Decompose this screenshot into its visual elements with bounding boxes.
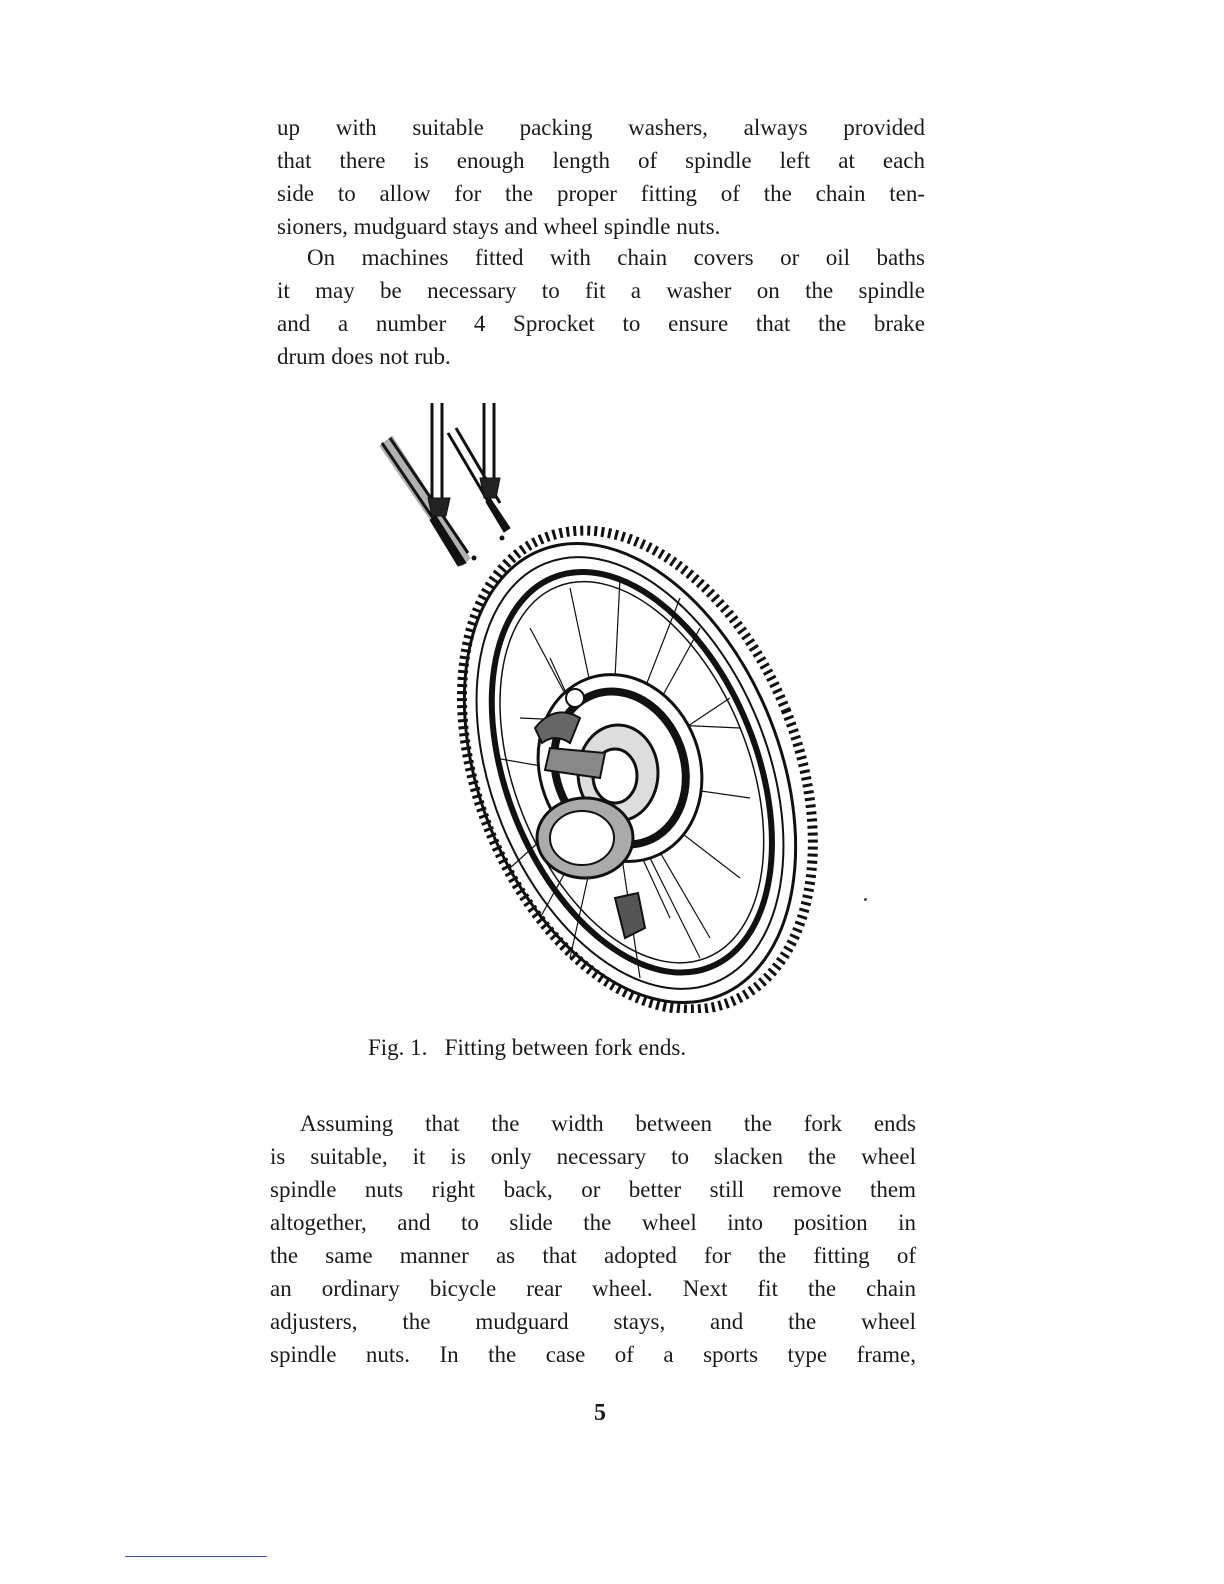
text-line: it may be necessary to fit a washer on the spindle: [277, 278, 925, 303]
text-line: drum does not rub.: [277, 344, 451, 369]
text-line: up with suitable packing washers, always provided: [277, 115, 925, 140]
paragraph-chain-covers: [277, 241, 925, 373]
text-line: is suitable, it is only necessary to slacken the wheel: [270, 1144, 916, 1169]
page-number: 5: [594, 1400, 606, 1426]
paragraph-continuation: [277, 111, 925, 243]
text-line: spindle nuts. In the case of a sports type frame,: [270, 1342, 916, 1367]
scan-speck: [864, 898, 867, 901]
text-line: and a number 4 Sprocket to ensure that the brake: [277, 311, 925, 336]
wheel-illustration-svg: [370, 398, 820, 1013]
text-line: the same manner as that adopted for the fitting of: [270, 1243, 916, 1268]
hub-brake-drum-drawing: [512, 651, 727, 938]
text-line: that there is enough length of spindle left at each: [277, 148, 925, 173]
figure-caption: Fig. 1. Fitting between fork ends.: [368, 1035, 687, 1060]
wheel-fitting-illustration: [370, 398, 820, 1013]
text-line: Assuming that the width between the fork ends: [300, 1111, 916, 1136]
fork-ends-drawing: [380, 403, 510, 566]
text-line: side to allow for the proper fitting of the chain ten-: [277, 181, 925, 206]
text-line: spindle nuts right back, or better still remove them: [270, 1177, 916, 1202]
footnote-rule: [125, 1556, 267, 1557]
text-line: On machines fitted with chain covers or oil baths: [307, 245, 925, 270]
text-line: sioners, mudguard stays and wheel spindle nuts.: [277, 214, 721, 239]
paragraph-fork-width: [270, 1107, 916, 1371]
text-line: altogether, and to slide the wheel into position in: [270, 1210, 916, 1235]
text-line: an ordinary bicycle rear wheel. Next fit the chain: [270, 1276, 916, 1301]
text-line: adjusters, the mudguard stays, and the wheel: [270, 1309, 916, 1334]
